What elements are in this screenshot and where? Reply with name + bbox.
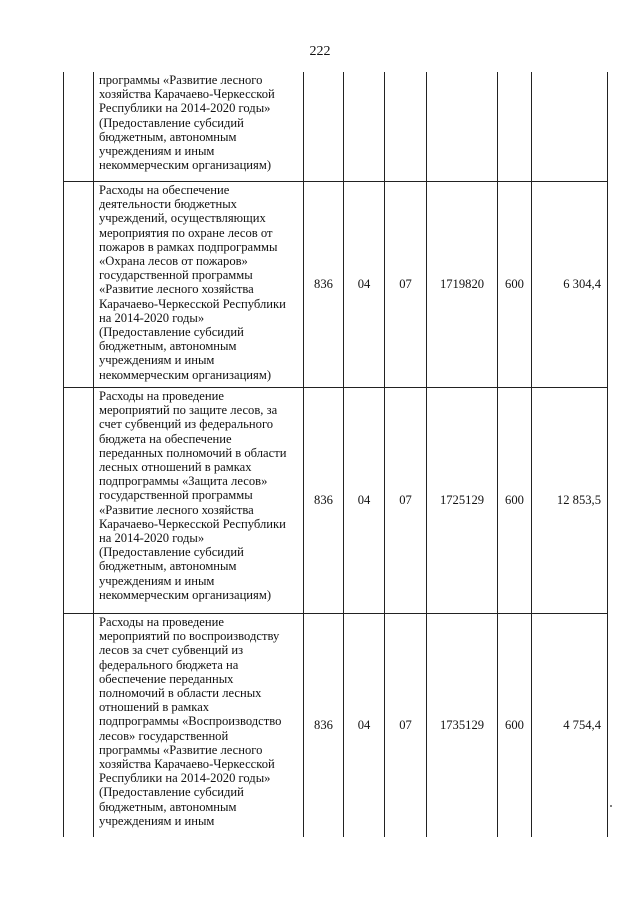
table-row <box>64 72 608 182</box>
section-code-cell: 04 <box>344 182 385 388</box>
scan-speck <box>610 805 612 807</box>
ministry-code-cell: 836 <box>304 388 344 614</box>
target-article-cell: 1725129 <box>427 388 498 614</box>
expense-type-cell: 600 <box>498 388 532 614</box>
description-cell: Расходы на проведение мероприятий по защите лесов, за счет субвенций из федерального бюджета на обеспечение переданных полномочий в области лесных отношений в рамках подпрограммы «Защита лесов» государственной программы «Развитие лесного хозяйства Карачаево-Черкесской Республики на 2014-2020 годы» (Предоставление субсидий бюджетным, автономным учреждениям и иным некоммерческим организациям) <box>94 388 304 614</box>
row-number-cell <box>64 72 94 182</box>
ministry-code-cell <box>304 72 344 182</box>
amount-cell: 4 754,4 <box>532 614 608 838</box>
target-article-cell: 1719820 <box>427 182 498 388</box>
row-number-cell <box>64 388 94 614</box>
subsection-code-cell <box>385 72 427 182</box>
section-code-cell <box>344 72 385 182</box>
description-cell: Расходы на обеспечение деятельности бюджетных учреждений, осуществляющих мероприятия по охране лесов от пожаров в рамках подпрограммы «Охрана лесов от пожаров» государственной программы «Развитие лесного хозяйства Карачаево-Черкесской Республики на 2014-2020 годы» (Предоставление субсидий бюджетным, автономным учреждениям и иным некоммерческим организациям) <box>94 182 304 388</box>
ministry-code-cell: 836 <box>304 182 344 388</box>
table-row <box>64 182 608 388</box>
row-number-cell <box>64 614 94 838</box>
target-article-cell: 1735129 <box>427 614 498 838</box>
expense-type-cell: 600 <box>498 182 532 388</box>
description-cell: программы «Развитие лесного хозяйства Карачаево-Черкесской Республики на 2014-2020 годы» (Предоставление субсидий бюджетным, автономным учреждениям и иным некоммерческим организациям) <box>94 72 304 182</box>
amount-cell: 6 304,4 <box>532 182 608 388</box>
ministry-code-cell: 836 <box>304 614 344 838</box>
description-cell: Расходы на проведение мероприятий по воспроизводству лесов за счет субвенций из федерального бюджета на обеспечение переданных полномочий в области лесных отношений в рамках подпрограммы «Воспроизводство лесов» государственной программы «Развитие лесного хозяйства Карачаево-Черкесской Республики на 2014-2020 годы» (Предоставление субсидий бюджетным, автономным учреждениям и иным <box>94 614 304 838</box>
subsection-code-cell: 07 <box>385 182 427 388</box>
amount-cell <box>532 72 608 182</box>
expense-type-cell: 600 <box>498 614 532 838</box>
table-row <box>64 388 608 614</box>
section-code-cell: 04 <box>344 614 385 838</box>
expense-type-cell <box>498 72 532 182</box>
amount-cell: 12 853,5 <box>532 388 608 614</box>
subsection-code-cell: 07 <box>385 614 427 838</box>
table-row <box>64 614 608 838</box>
row-number-cell <box>64 182 94 388</box>
page-number: 222 <box>309 44 331 59</box>
section-code-cell: 04 <box>344 388 385 614</box>
target-article-cell <box>427 72 498 182</box>
subsection-code-cell: 07 <box>385 388 427 614</box>
budget-table <box>63 72 608 837</box>
